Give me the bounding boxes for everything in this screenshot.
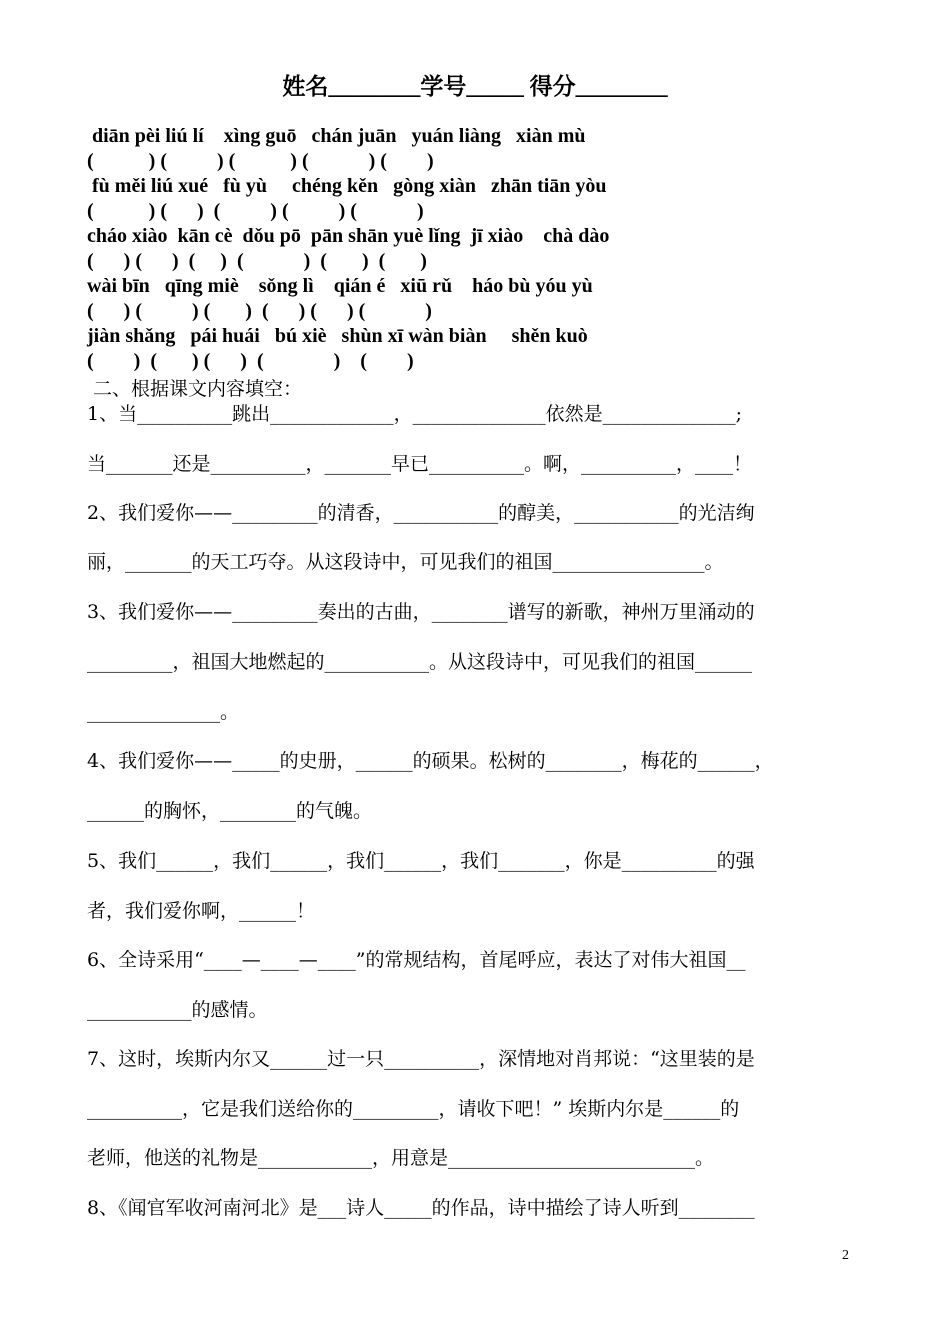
- section-title-fill-blanks: 二、根据课文内容填空：: [87, 378, 303, 400]
- question-line: 1、当__________跳出_____________，______________依然是______________;: [87, 403, 742, 425]
- question-line: ______的胸怀，________的气魄。: [87, 800, 373, 822]
- pinyin-line: cháo xiào kān cè dǒu pō pān shān yuè lǐng jī xiào chà dào: [87, 225, 610, 247]
- question-line: __________，它是我们送给你的_________，请收下吧！” 埃斯内尔是______的: [87, 1098, 740, 1120]
- question-line: 当_______还是__________，_______早已__________。啊，__________，____！: [87, 453, 753, 475]
- answer-brackets-line: ( ) ( ) ( ) ( ) ( ) ( ): [87, 250, 427, 272]
- pinyin-section: [87, 124, 867, 374]
- answer-brackets-line: ( ) ( ) ( ) ( ) ( ): [87, 150, 434, 172]
- pinyin-line: wài bīn qīng miè sǒng lì qián é xiū rǔ háo bù yóu yù: [87, 275, 593, 297]
- question-line: 4、我们爱你——_____的史册，______的硕果。松树的________，梅花的______，: [87, 750, 774, 772]
- question-line: 丽，_______的天工巧夺。从这段诗中，可见我们的祖国________________。: [87, 551, 724, 573]
- question-line: ______________。: [87, 701, 240, 723]
- question-line: 7、这时，埃斯内尔又______过一只__________，深情地对肖邦说：“这里装的是: [87, 1048, 755, 1070]
- question-line: ___________的感情。: [87, 999, 268, 1021]
- question-line: 者，我们爱你啊，______！: [87, 900, 316, 922]
- question-line: 3、我们爱你——_________奏出的古曲，________谱写的新歌，神州万里涌动的: [87, 601, 755, 623]
- pinyin-line: jiàn shǎng pái huái bú xiè shùn xī wàn biàn shěn kuò: [87, 325, 588, 347]
- question-line: _________，祖国大地燃起的___________。从这段诗中，可见我们的祖国______: [87, 651, 753, 673]
- question-line: 8、《闻官军收河南河北》是___诗人_____的作品，诗中描绘了诗人听到________: [87, 1197, 755, 1219]
- answer-brackets-line: ( ) ( ) ( ) ( ) ( ): [87, 200, 424, 222]
- pinyin-line: diān pèi liú lí xìng guō chán juān yuán liàng xiàn mù: [87, 125, 586, 147]
- page-number: 2: [842, 1248, 849, 1263]
- pinyin-line: fù měi liú xué fù yù chéng kěn gòng xiàn zhān tiān yòu: [87, 175, 607, 197]
- answer-brackets-line: ( ) ( ) ( ) ( ) ( ) ( ): [87, 300, 432, 322]
- question-line: 5、我们______，我们______，我们______，我们_______，你是__________的强: [87, 850, 755, 872]
- question-line: 6、全诗采用“____—____—____”的常规结构，首尾呼应，表达了对伟大祖国__: [87, 949, 746, 971]
- header-name-id-score: 姓名________学号_____ 得分________: [282, 74, 668, 99]
- question-line: 老师，他送的礼物是____________，用意是__________________________。: [87, 1147, 715, 1169]
- question-line: 2、我们爱你——_________的清香，___________的醇美，___________的光洁绚: [87, 502, 755, 524]
- answer-brackets-line: ( ) ( ) ( ) ( ) ( ): [87, 350, 414, 372]
